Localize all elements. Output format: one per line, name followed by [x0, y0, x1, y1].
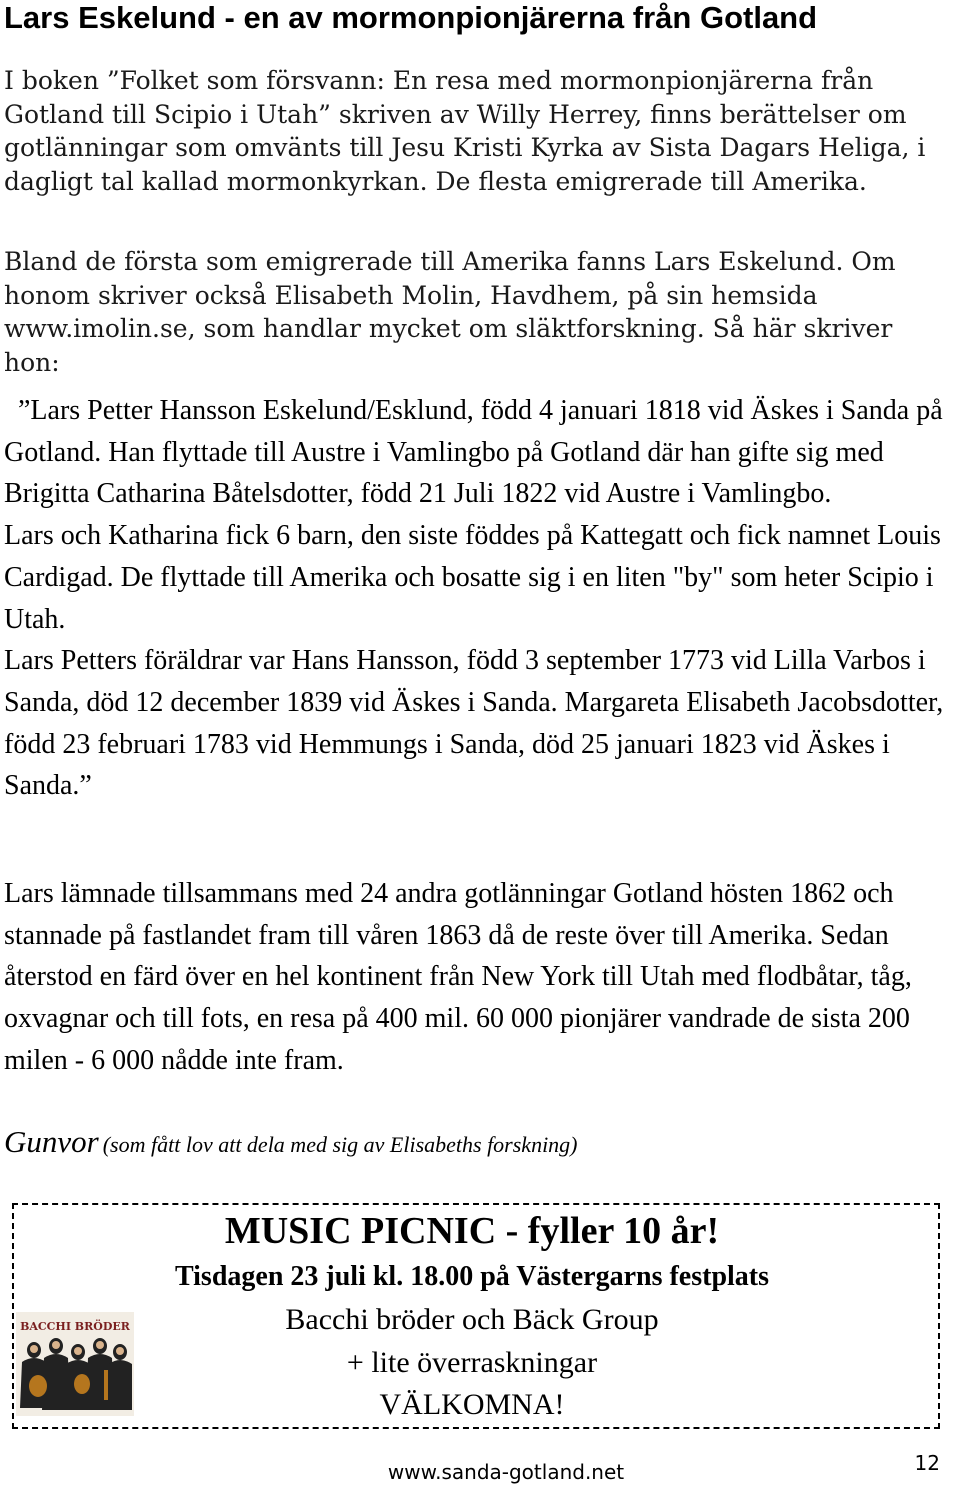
event-performers: Bacchi bröder och Bäck Group	[285, 1303, 659, 1336]
signature-note: (som fått lov att dela med sig av Elisabeths forskning)	[102, 1132, 578, 1157]
quote-paragraph: Lars Petters föräldrar var Hans Hansson, född 3 september 1773 vid Lilla Varbos i Sanda, död 12 december 1839 vid Äskes i Sanda. Margareta Elisabeth Jacobsdotter, född 23 februari 1783 vid Hemmungs i Sanda, död 25 januari 1823 vid Äskes i Sanda.”	[4, 645, 944, 802]
footer-url: www.sanda-gotland.net	[387, 1460, 625, 1484]
closing-paragraph: Lars lämnade tillsammans med 24 andra gotlänningar Gotland hösten 1862 och stannade på fastlandet fram till våren 1863 då de reste över till Amerika. Sedan återstod en färd över en hel kontinent från New York till Utah med flodbåtar, tåg, oxvagnar och till fots, en resa på 400 mil. 60 000 pionjärer vandrade de sista 200 milen - 6 000 nådde inte fram.	[4, 878, 912, 1076]
event-extra: + lite överraskningar	[346, 1346, 598, 1379]
quote-paragraph: Lars och Katharina fick 6 barn, den siste föddes på Kattegatt och fick namnet Louis Cardigad. De flyttade till Amerika och bosatte sig i en liten "by" som heter Scipio i Utah.	[4, 520, 941, 635]
signature	[4, 1124, 954, 1160]
event-heading: MUSIC PICNIC - fyller 10 år!	[224, 1210, 720, 1252]
signature-name: Gunvor	[4, 1124, 99, 1159]
page-number: 12	[914, 1451, 940, 1475]
band-photo	[16, 1312, 134, 1416]
event-date-line: Tisdagen 23 juli kl. 18.00 på Västergarns festplats	[174, 1261, 770, 1292]
quote-paragraph: ”Lars Petter Hansson Eskelund/Esklund, född 4 januari 1818 vid Äskes i Sanda på Gotland. Han flyttade till Austre i Vamlingbo på Gotland där han gifte sig med Brigitta Catharina Båtelsdotter, född 21 Juli 1822 vid Austre i Vamlingbo.	[4, 395, 943, 510]
intro-paragraph-1: I boken ”Folket som försvann: En resa med mormonpionjärerna från Gotland till Scipio i Utah” skriven av Willy Herrey, finns berättelser om gotlänningar som omvänts till Jesu Kristi Kyrka av Sista Dagars Heliga, i dagligt tal kallad mormonkyrkan. De flesta emigrerade till Amerika.	[4, 66, 926, 196]
article-title: Lars Eskelund - en av mormonpionjärerna från Gotland	[4, 0, 818, 35]
event-welcome: VÄLKOMNA!	[379, 1388, 565, 1421]
intro-paragraph-2: Bland de första som emigrerade till Amerika fanns Lars Eskelund. Om honom skriver också Elisabeth Molin, Havdhem, på sin hemsida www.imolin.se, som handlar mycket om släktforskning. Så här skriver hon:	[4, 247, 896, 377]
band-photo-caption: BACCHI BRÖDER	[20, 1320, 130, 1333]
band-photo-image	[16, 1312, 134, 1416]
quoted-text	[4, 390, 954, 807]
